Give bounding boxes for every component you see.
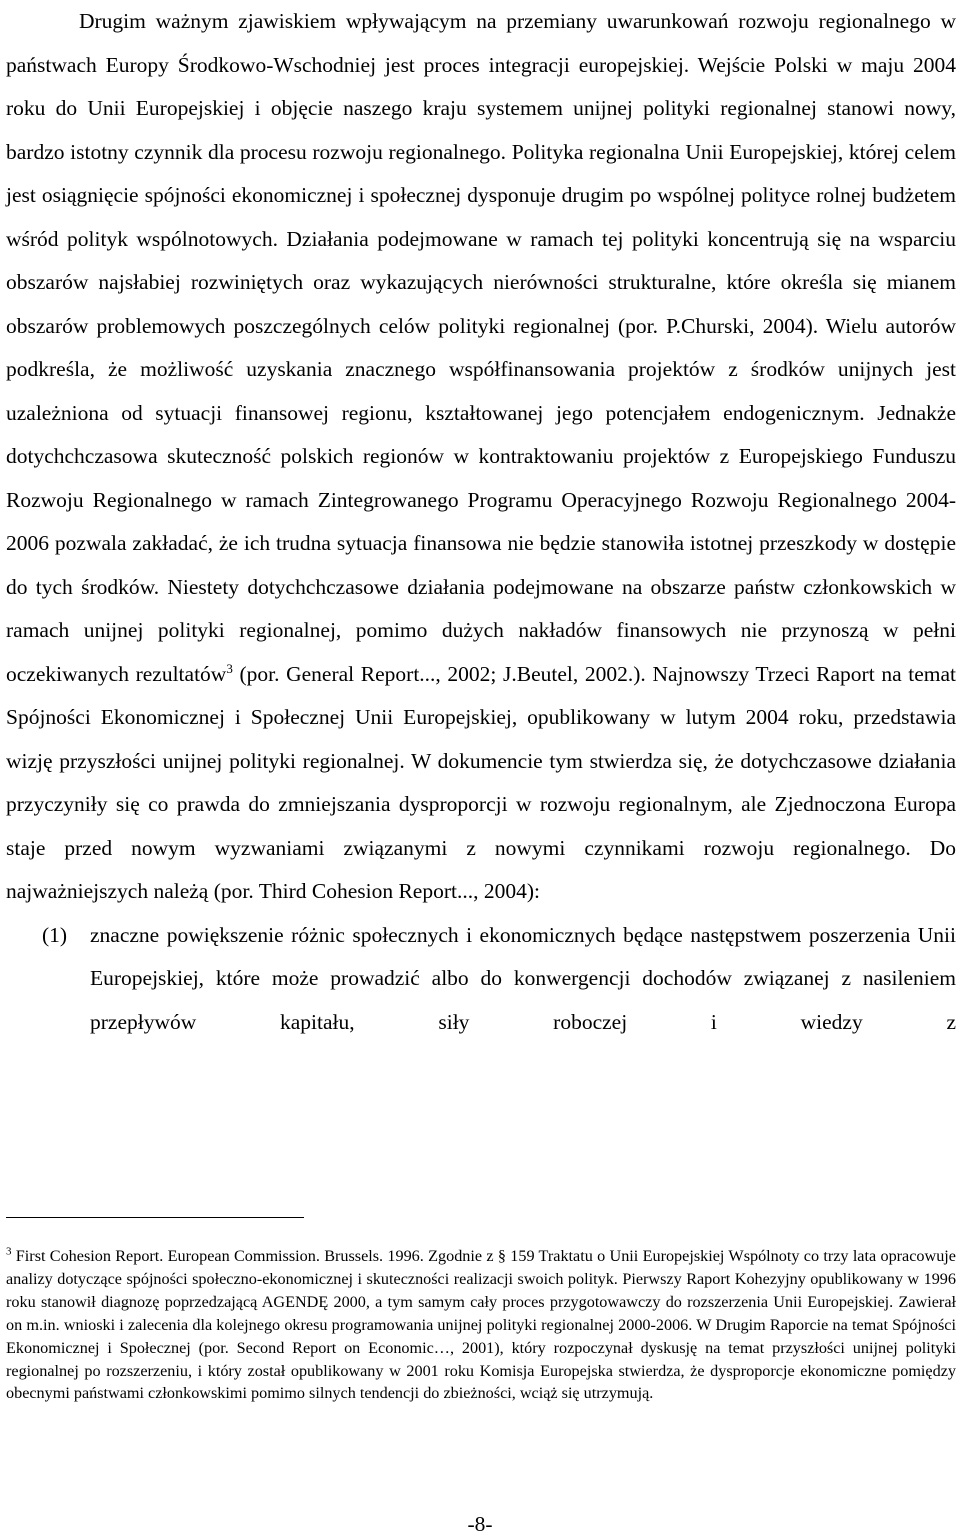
footnote-reference: 3 <box>226 660 233 676</box>
page-number: -8- <box>467 1512 493 1536</box>
footnote-text: First Cohesion Report. European Commission. Brussels. 1996. Zgodnie z § 159 Traktatu o Unii Europejskiej Wspólnoty co trzy lata opracowuje analizy dotyczące spójności społeczno-ekonomicznej i skuteczności realizacji swoich polityk. Pierwszy Raport Kohezyjny opublikowany w 1996 roku stanowił diagnozę poprzedzającą AGENDĘ 2000, a tym samym cały proces przygotowawczy do rozszerzenia Unii Europejskiej. Zawierał on m.in. wnioski i zalecenia dla kolejnego okresu programowania unijnej polityki regionalnej 2000-2006. W Drugim Raporcie na temat Spójności Ekonomicznej i Społecznej (por. Second Report on Economic…, 2001), który rozpoczynał dyskusję na temat przyszłości unijnej polityki regionalnej po rozszerzeniu, i który został opublikowany w 2001 roku Komisja Europejska stwierdza, że dysproporcje ekonomiczne pomiędzy obecnymi państwami członkowskimi pomimo silnych tendencji do zbieżności, wciąż się utrzymują. <box>6 1247 956 1403</box>
paragraph-text-part-1: Drugim ważnym zjawiskiem wpływającym na przemiany uwarunkowań rozwoju regionalnego w państwach Europy Środkowo-Wschodniej jest proces integracji europejskiej. Wejście Polski w maju 2004 roku do Unii Europejskiej i objęcie naszego kraju systemem unijnej polityki regionalnej stanowi nowy, bardzo istotny czynnik dla procesu rozwoju regionalnego. Polityka regionalna Unii Europejskiej, której celem jest osiągnięcie spójności ekonomicznej i społecznej dysponuje drugim po wspólnej polityce rolnej budżetem wśród polityk wspólnotowych. Działania podejmowane w ramach tej polityki koncentrują się na wsparciu obszarów najsłabiej rozwiniętych oraz wykazujących nierówności strukturalne, które określa się mianem obszarów problemowych poszczególnych celów polityki regionalnej (por. P.Churski, 2004). Wielu autorów podkreśla, że możliwość uzyskania znacznego współfinansowania projektów z środków unijnych jest uzależniona od sytuacji finansowej regionu, kształtowanej jego potencjałem endogenicznym. Jednakże dotychchczasowa skuteczność polskich regionów w kontraktowaniu projektów z Europejskiego Funduszu Rozwoju Regionalnego w ramach Zintegrowanego Programu Operacyjnego Rozwoju Regionalnego 2004-2006 pozwala zakładać, że ich trudna sytuacja finansowa nie będzie stanowiła istotnej przeszkody w dostępie do tych środków. Niestety dotychchczasowe działania podejmowane na obszarze państw członkowskich w ramach unijnej polityki regionalnej, pomimo dużych nakładów finansowych nie przynoszą w pełni oczekiwanych rezultatów <box>6 9 956 686</box>
footnote <box>6 1245 956 1405</box>
footnote-mark: 3 <box>6 1245 12 1258</box>
page-content <box>6 0 956 1044</box>
list-item-number: (1) <box>42 922 68 947</box>
footnote-separator <box>6 1217 304 1218</box>
list-item-text: znaczne powiększenie różnic społecznych i ekonomicznych będące następstwem poszerzenia Unii Europejskiej, które może prowadzić albo do konwergencji dochodów związanej z nasileniem przepływów kapitału, siły roboczej i wiedzy z <box>90 922 956 1034</box>
paragraph-text-part-2: (por. General Report..., 2002; J.Beutel, 2002.). Najnowszy Trzeci Raport na temat Spójności Ekonomicznej i Społecznej Unii Europejskiej, opublikowany w lutym 2004 roku, przedstawia wizję przyszłości unijnej polityki regionalnej. W dokumencie tym stwierdza się, że dotychczasowe działania przyczyniły się co prawda do zmniejszania dysproporcji w rozwoju regionalnym, ale Zjednoczona Europa staje przed nowym wyzwaniami związanymi z nowymi czynnikami rozwoju regionalnego. Do najważniejszych należą (por. Third Cohesion Report..., 2004): <box>6 661 957 903</box>
list-item <box>6 914 956 1045</box>
body-paragraph <box>6 0 956 914</box>
